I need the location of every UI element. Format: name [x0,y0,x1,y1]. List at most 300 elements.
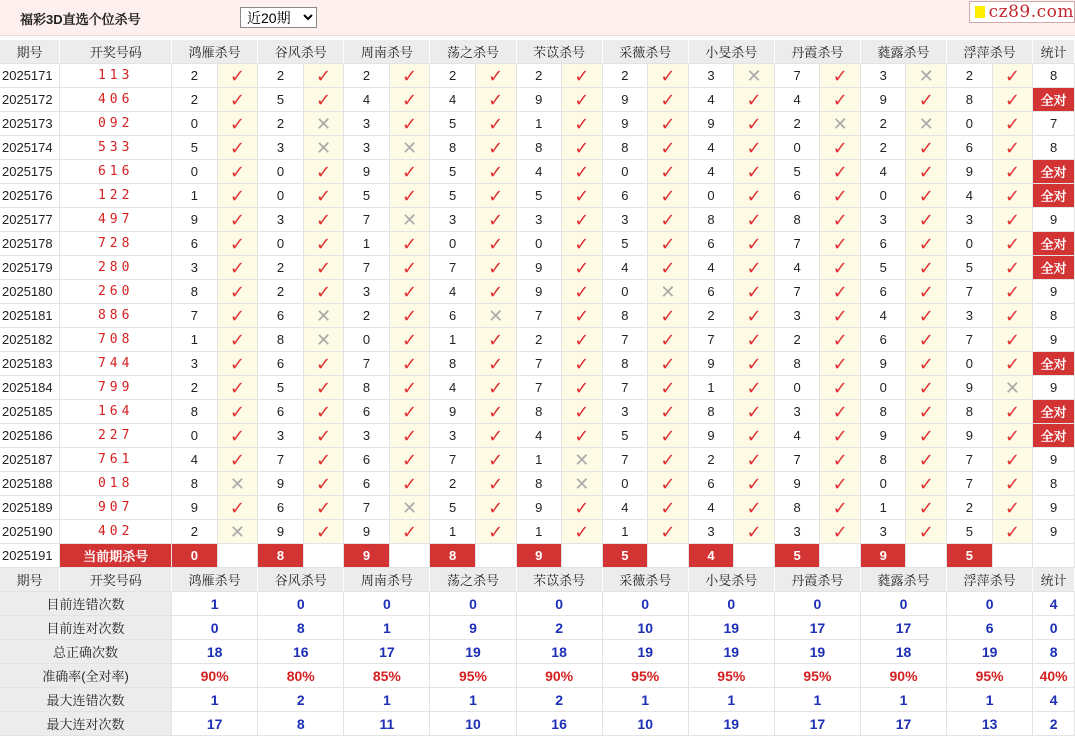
check-mark-icon: ✓ [389,184,430,208]
col-expert-header: 荡之杀号 [430,568,516,592]
col-expert-header: 周南杀号 [344,40,430,64]
kill-number-cell: 9 [516,256,561,280]
check-mark-icon: ✓ [475,88,516,112]
kill-number-cell: 0 [172,424,217,448]
cross-mark-icon: ✕ [475,304,516,328]
current-issue-cell: 2025191 [0,544,60,568]
draw-number-cell: 164 [60,400,172,424]
kill-number-cell: 0 [172,112,217,136]
check-mark-icon: ✓ [562,328,603,352]
stats-label: 目前连对次数 [0,616,172,640]
table-row [0,400,1075,424]
stat-cell: 9 [1033,328,1075,352]
kill-number-cell: 8 [602,352,647,376]
check-mark-icon: ✓ [648,184,689,208]
check-mark-icon: ✓ [217,88,258,112]
stats-value: 0 [172,616,258,640]
kill-number-cell: 9 [947,424,992,448]
table-row [0,160,1075,184]
period-select[interactable] [240,7,317,28]
kill-number-cell: 8 [774,352,819,376]
kill-number-cell: 9 [602,112,647,136]
kill-number-cell: 7 [344,496,389,520]
kill-number-cell: 5 [258,376,303,400]
draw-number-cell: 907 [60,496,172,520]
col-expert-header: 小旻杀号 [688,40,774,64]
draw-number-cell: 708 [60,328,172,352]
kill-number-cell: 9 [947,160,992,184]
kill-number-cell: 7 [774,448,819,472]
stats-label: 目前连错次数 [0,592,172,616]
kill-number-cell: 2 [258,280,303,304]
check-mark-icon: ✓ [562,184,603,208]
col-expert-header: 蕤露杀号 [860,568,946,592]
issue-cell: 2025188 [0,472,60,496]
kill-number-cell: 0 [344,328,389,352]
stats-value: 19 [430,640,516,664]
check-mark-icon: ✓ [217,400,258,424]
col-draw-header: 开奖号码 [60,568,172,592]
check-mark-icon: ✓ [389,520,430,544]
col-expert-header: 采薇杀号 [602,568,688,592]
kill-number-cell: 7 [602,376,647,400]
check-mark-icon: ✓ [562,64,603,88]
kill-number-cell: 8 [774,496,819,520]
current-kill-label: 当前期杀号 [60,544,172,568]
kill-number-cell: 9 [430,400,475,424]
kill-number-cell: 9 [258,520,303,544]
check-mark-icon: ✓ [648,352,689,376]
stats-value: 1 [688,688,774,712]
stat-cell: 8 [1033,64,1075,88]
kill-number-cell: 3 [430,208,475,232]
stats-value: 85% [344,664,430,688]
check-mark-icon: ✓ [648,424,689,448]
table-row [0,256,1075,280]
kill-number-cell: 8 [516,472,561,496]
stats-value: 16 [516,712,602,736]
kill-number-cell: 8 [516,136,561,160]
check-mark-icon: ✓ [820,280,861,304]
issue-cell: 2025182 [0,328,60,352]
issue-cell: 2025178 [0,232,60,256]
check-mark-icon: ✓ [217,448,258,472]
check-mark-icon: ✓ [389,304,430,328]
stats-value: 1 [602,688,688,712]
check-mark-icon: ✓ [734,520,775,544]
col-expert-header: 鸿雁杀号 [172,40,258,64]
check-mark-icon: ✓ [906,400,947,424]
draw-number-cell: 744 [60,352,172,376]
kill-number-cell: 0 [602,280,647,304]
check-mark-icon: ✓ [734,352,775,376]
stats-value: 0 [860,592,946,616]
kill-number-cell: 2 [516,64,561,88]
kill-number-cell: 2 [258,64,303,88]
issue-cell: 2025181 [0,304,60,328]
stats-row [0,616,1075,640]
kill-number-cell: 8 [430,136,475,160]
cross-mark-icon: ✕ [389,136,430,160]
kill-number-cell: 6 [860,232,905,256]
stats-value: 19 [688,640,774,664]
check-mark-icon: ✓ [906,160,947,184]
cross-mark-icon: ✕ [303,112,344,136]
check-mark-icon: ✓ [992,352,1033,376]
issue-cell: 2025171 [0,64,60,88]
check-mark-icon: ✓ [217,424,258,448]
kill-number-cell: 6 [258,400,303,424]
kill-number-cell: 2 [774,112,819,136]
kill-number-cell: 6 [258,304,303,328]
stats-value: 17 [344,640,430,664]
kill-number-cell: 3 [344,136,389,160]
current-kill-value: 9 [344,544,389,568]
kill-number-cell: 3 [774,520,819,544]
check-mark-icon: ✓ [820,376,861,400]
check-mark-icon: ✓ [820,328,861,352]
kill-number-cell: 6 [430,304,475,328]
stat-cell: 9 [1033,280,1075,304]
cross-mark-icon: ✕ [389,496,430,520]
kill-number-cell: 2 [860,112,905,136]
draw-number-cell: 280 [60,256,172,280]
kill-number-cell: 6 [172,232,217,256]
col-expert-header: 丹霞杀号 [774,40,860,64]
kill-number-cell: 2 [688,304,733,328]
current-kill-spacer [820,544,861,568]
check-mark-icon: ✓ [906,280,947,304]
check-mark-icon: ✓ [303,352,344,376]
check-mark-icon: ✓ [475,112,516,136]
current-kill-spacer [734,544,775,568]
kill-number-cell: 4 [516,424,561,448]
current-kill-value: 9 [516,544,561,568]
kill-number-cell: 6 [258,352,303,376]
stats-value: 0 [516,592,602,616]
check-mark-icon: ✓ [820,208,861,232]
check-mark-icon: ✓ [820,232,861,256]
check-mark-icon: ✓ [906,88,947,112]
col-expert-header: 荡之杀号 [430,40,516,64]
kill-number-cell: 2 [602,64,647,88]
check-mark-icon: ✓ [906,496,947,520]
issue-cell: 2025185 [0,400,60,424]
stats-value: 1 [344,688,430,712]
header-row [0,40,1075,64]
stats-value: 90% [860,664,946,688]
table-header [0,40,1075,64]
check-mark-icon: ✓ [992,64,1033,88]
kill-number-cell: 7 [947,328,992,352]
draw-number-cell: 018 [60,472,172,496]
kill-number-cell: 5 [344,184,389,208]
table-row [0,424,1075,448]
check-mark-icon: ✓ [303,256,344,280]
stats-row [0,592,1075,616]
check-mark-icon: ✓ [562,160,603,184]
kill-number-cell: 3 [258,136,303,160]
check-mark-icon: ✓ [734,184,775,208]
kill-number-cell: 5 [947,520,992,544]
check-mark-icon: ✓ [648,208,689,232]
check-mark-icon: ✓ [217,64,258,88]
check-mark-icon: ✓ [389,472,430,496]
kill-number-cell: 7 [602,448,647,472]
draw-number-cell: 886 [60,304,172,328]
kill-number-cell: 4 [774,88,819,112]
kill-number-cell: 9 [258,472,303,496]
kill-number-cell: 8 [344,376,389,400]
col-expert-header: 芣苡杀号 [516,40,602,64]
check-mark-icon: ✓ [475,400,516,424]
stats-label: 准确率(全对率) [0,664,172,688]
issue-cell: 2025184 [0,376,60,400]
kill-number-cell: 6 [688,280,733,304]
kill-number-cell: 7 [947,448,992,472]
stats-row [0,640,1075,664]
stats-value: 1 [774,688,860,712]
kill-number-cell: 3 [860,520,905,544]
kill-number-cell: 3 [860,64,905,88]
draw-number-cell: 092 [60,112,172,136]
check-mark-icon: ✓ [734,400,775,424]
all-right-badge: 全对 [1033,232,1075,256]
stats-row [0,664,1075,688]
cross-mark-icon: ✕ [648,280,689,304]
kill-number-cell: 8 [860,448,905,472]
current-kill-spacer [992,544,1033,568]
check-mark-icon: ✓ [303,400,344,424]
kill-number-cell: 0 [258,232,303,256]
col-expert-header: 小旻杀号 [688,568,774,592]
check-mark-icon: ✓ [562,136,603,160]
kill-number-cell: 8 [774,208,819,232]
check-mark-icon: ✓ [217,112,258,136]
current-kill-value: 5 [602,544,647,568]
col-expert-header: 谷风杀号 [258,568,344,592]
stats-total: 40% [1033,664,1075,688]
stats-value: 17 [774,712,860,736]
check-mark-icon: ✓ [562,520,603,544]
kill-number-cell: 9 [860,88,905,112]
all-right-badge: 全对 [1033,352,1075,376]
stats-value: 10 [602,712,688,736]
check-mark-icon: ✓ [303,496,344,520]
check-mark-icon: ✓ [820,400,861,424]
stats-value: 0 [258,592,344,616]
table-row [0,376,1075,400]
stats-value: 8 [258,616,344,640]
check-mark-icon: ✓ [303,64,344,88]
check-mark-icon: ✓ [648,472,689,496]
kill-number-cell: 8 [602,136,647,160]
check-mark-icon: ✓ [734,424,775,448]
site-logo[interactable] [969,1,1075,23]
kill-number-cell: 2 [688,448,733,472]
kill-number-cell: 4 [688,136,733,160]
stats-value: 18 [172,640,258,664]
check-mark-icon: ✓ [648,136,689,160]
stats-value: 0 [430,592,516,616]
current-kill-value: 8 [258,544,303,568]
check-mark-icon: ✓ [475,520,516,544]
current-kill-spacer [303,544,344,568]
check-mark-icon: ✓ [906,472,947,496]
kill-number-cell: 5 [947,256,992,280]
check-mark-icon: ✓ [906,328,947,352]
kill-number-cell: 3 [430,424,475,448]
check-mark-icon: ✓ [734,88,775,112]
stats-value: 8 [258,712,344,736]
kill-number-cell: 5 [602,424,647,448]
issue-cell: 2025177 [0,208,60,232]
stat-cell: 9 [1033,448,1075,472]
kill-number-cell: 3 [516,208,561,232]
kill-number-cell: 6 [602,184,647,208]
kill-number-cell: 3 [344,424,389,448]
kill-number-cell: 9 [947,376,992,400]
kill-number-cell: 1 [516,448,561,472]
kill-number-cell: 8 [688,208,733,232]
col-stat-header: 统计 [1033,568,1075,592]
stats-label: 总正确次数 [0,640,172,664]
check-mark-icon: ✓ [217,496,258,520]
col-expert-header: 芣苡杀号 [516,568,602,592]
kill-number-cell: 3 [258,424,303,448]
table-row [0,88,1075,112]
kill-number-cell: 1 [172,184,217,208]
check-mark-icon: ✓ [389,160,430,184]
issue-cell: 2025183 [0,352,60,376]
stats-value: 0 [774,592,860,616]
issue-cell: 2025176 [0,184,60,208]
check-mark-icon: ✓ [475,352,516,376]
kill-number-cell: 9 [172,496,217,520]
kill-number-cell: 2 [947,496,992,520]
kill-number-cell: 2 [430,64,475,88]
kill-number-cell: 4 [516,160,561,184]
stats-value: 19 [688,712,774,736]
kill-number-cell: 3 [947,304,992,328]
check-mark-icon: ✓ [906,256,947,280]
table-row [0,496,1075,520]
check-mark-icon: ✓ [562,496,603,520]
issue-cell: 2025187 [0,448,60,472]
check-mark-icon: ✓ [303,160,344,184]
stats-value: 9 [430,616,516,640]
stats-total: 4 [1033,592,1075,616]
table-row [0,280,1075,304]
table-row [0,184,1075,208]
stats-value: 2 [516,688,602,712]
kill-number-cell: 2 [430,472,475,496]
stats-value: 90% [516,664,602,688]
stats-value: 1 [860,688,946,712]
stats-value: 1 [344,616,430,640]
kill-number-cell: 6 [344,400,389,424]
kill-number-cell: 2 [258,112,303,136]
kill-number-cell: 0 [258,160,303,184]
kill-number-cell: 8 [172,472,217,496]
check-mark-icon: ✓ [992,256,1033,280]
top-bar [0,0,1075,36]
kill-number-cell: 5 [430,112,475,136]
check-mark-icon: ✓ [734,304,775,328]
kill-number-cell: 0 [516,232,561,256]
table-row [0,352,1075,376]
kill-number-cell: 4 [774,256,819,280]
kill-number-cell: 0 [947,352,992,376]
kill-number-cell: 9 [602,88,647,112]
stat-cell: 8 [1033,304,1075,328]
kill-number-cell: 3 [344,280,389,304]
check-mark-icon: ✓ [648,160,689,184]
stat-cell: 8 [1033,136,1075,160]
kill-number-cell: 7 [430,448,475,472]
check-mark-icon: ✓ [562,304,603,328]
check-mark-icon: ✓ [303,184,344,208]
current-kill-spacer [389,544,430,568]
kill-number-cell: 8 [688,400,733,424]
cross-mark-icon: ✕ [906,64,947,88]
table-row [0,448,1075,472]
kill-number-cell: 9 [344,520,389,544]
check-mark-icon: ✓ [562,400,603,424]
kill-number-cell: 0 [688,184,733,208]
check-mark-icon: ✓ [389,424,430,448]
check-mark-icon: ✓ [217,280,258,304]
cross-mark-icon: ✕ [562,472,603,496]
issue-cell: 2025172 [0,88,60,112]
kill-number-cell: 3 [602,400,647,424]
check-mark-icon: ✓ [562,376,603,400]
stats-value: 18 [860,640,946,664]
check-mark-icon: ✓ [303,280,344,304]
cross-mark-icon: ✕ [303,136,344,160]
kill-number-cell: 8 [430,352,475,376]
kill-number-cell: 0 [258,184,303,208]
kill-number-cell: 4 [860,304,905,328]
check-mark-icon: ✓ [734,232,775,256]
stats-value: 19 [947,640,1033,664]
header-row [0,568,1075,592]
check-mark-icon: ✓ [992,280,1033,304]
kill-number-cell: 4 [860,160,905,184]
check-mark-icon: ✓ [992,424,1033,448]
table-row [0,472,1075,496]
table-row [0,520,1075,544]
check-mark-icon: ✓ [389,112,430,136]
col-issue-header: 期号 [0,40,60,64]
check-mark-icon: ✓ [475,184,516,208]
issue-cell: 2025180 [0,280,60,304]
kill-number-cell: 4 [602,256,647,280]
check-mark-icon: ✓ [303,208,344,232]
all-right-badge: 全对 [1033,256,1075,280]
check-mark-icon: ✓ [648,88,689,112]
check-mark-icon: ✓ [992,88,1033,112]
table-row [0,136,1075,160]
stats-value: 13 [947,712,1033,736]
check-mark-icon: ✓ [906,304,947,328]
check-mark-icon: ✓ [992,184,1033,208]
kill-number-cell: 0 [172,160,217,184]
check-mark-icon: ✓ [217,256,258,280]
issue-cell: 2025189 [0,496,60,520]
check-mark-icon: ✓ [648,232,689,256]
check-mark-icon: ✓ [648,256,689,280]
